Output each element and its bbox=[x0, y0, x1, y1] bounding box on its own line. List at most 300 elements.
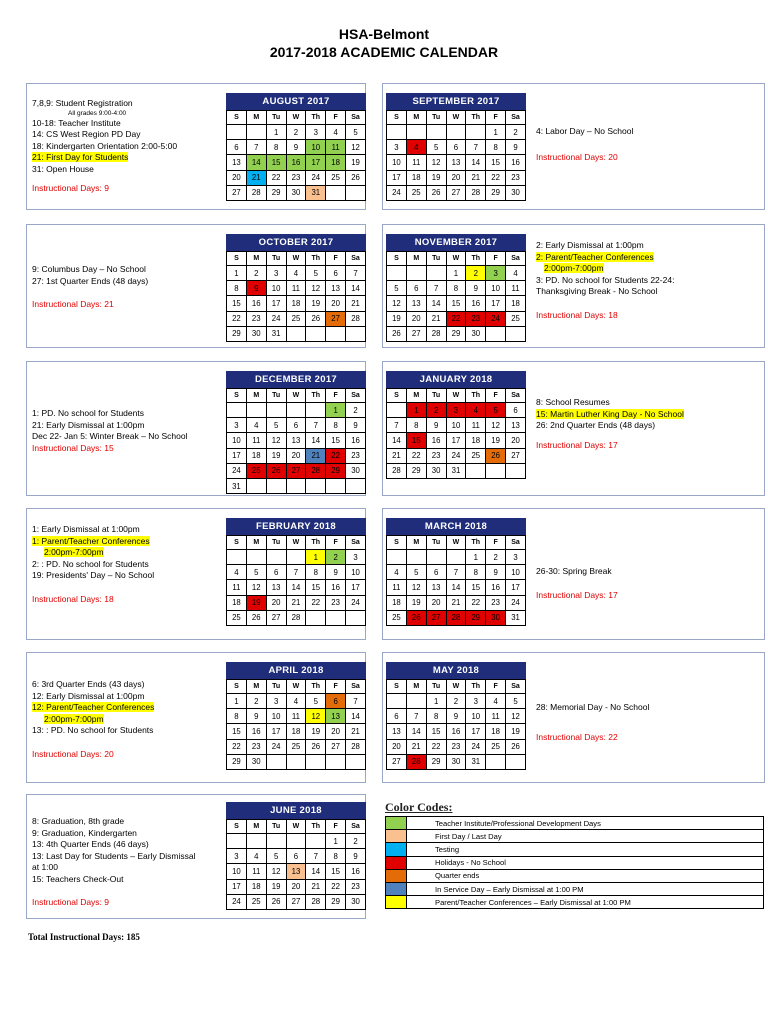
day-cell: 25 bbox=[387, 610, 407, 625]
weekday-header: M bbox=[246, 111, 266, 125]
empty-cell bbox=[227, 550, 247, 565]
day-cell: 23 bbox=[446, 739, 466, 754]
empty-cell bbox=[227, 834, 247, 849]
day-cell: 9 bbox=[286, 140, 306, 155]
calendar-may bbox=[386, 662, 526, 770]
day-cell: 20 bbox=[286, 448, 306, 463]
day-cell: 18 bbox=[387, 595, 407, 610]
day-cell: 13 bbox=[506, 418, 526, 433]
empty-cell bbox=[486, 754, 506, 769]
weekday-header: Sa bbox=[506, 389, 526, 403]
day-cell: 22 bbox=[406, 448, 426, 463]
day-cell: 8 bbox=[326, 849, 346, 864]
day-cell: 30 bbox=[286, 185, 306, 200]
legend-row bbox=[386, 896, 764, 909]
day-cell: 15 bbox=[306, 580, 326, 595]
weekday-header: Tu bbox=[426, 111, 446, 125]
day-cell: 25 bbox=[466, 448, 486, 463]
day-cell: 1 bbox=[426, 694, 446, 709]
day-cell: 25 bbox=[286, 311, 306, 326]
day-cell: 8 bbox=[266, 140, 286, 155]
weekday-header: Tu bbox=[266, 389, 286, 403]
empty-cell bbox=[306, 754, 326, 769]
day-cell: 3 bbox=[506, 550, 526, 565]
day-cell: 30 bbox=[246, 326, 266, 341]
day-cell: 28 bbox=[387, 463, 407, 478]
note-line: 27: 1st Quarter Ends (48 days) bbox=[32, 275, 149, 286]
day-cell: 13 bbox=[326, 281, 346, 296]
day-cell: 5 bbox=[486, 403, 506, 418]
day-cell: 19 bbox=[306, 296, 326, 311]
weekday-header: F bbox=[326, 252, 346, 266]
day-cell: 5 bbox=[266, 849, 286, 864]
day-cell: 8 bbox=[227, 709, 247, 724]
weekday-header: Sa bbox=[346, 820, 366, 834]
day-cell: 5 bbox=[426, 140, 446, 155]
day-cell: 7 bbox=[406, 709, 426, 724]
day-cell: 4 bbox=[326, 125, 346, 140]
day-cell: 16 bbox=[326, 580, 346, 595]
day-cell: 16 bbox=[426, 433, 446, 448]
day-cell: 3 bbox=[486, 266, 506, 281]
weekday-header: Th bbox=[466, 252, 486, 266]
day-cell: 9 bbox=[326, 565, 346, 580]
day-cell: 13 bbox=[266, 580, 286, 595]
weekday-header: S bbox=[227, 680, 247, 694]
note-line-highlight: 2:00pm-7:00pm bbox=[544, 263, 604, 273]
day-cell: 25 bbox=[286, 739, 306, 754]
day-cell: 8 bbox=[227, 281, 247, 296]
month-grid bbox=[386, 679, 526, 770]
day-cell: 24 bbox=[306, 170, 326, 185]
day-cell: 11 bbox=[506, 281, 526, 296]
weekday-header: Tu bbox=[426, 680, 446, 694]
day-cell: 2 bbox=[286, 125, 306, 140]
day-cell: 1 bbox=[227, 694, 247, 709]
day-cell: 27 bbox=[286, 894, 306, 909]
day-cell: 16 bbox=[486, 580, 506, 595]
day-cell: 5 bbox=[387, 281, 407, 296]
day-cell: 30 bbox=[426, 463, 446, 478]
day-cell: 20 bbox=[266, 595, 286, 610]
day-cell: 22 bbox=[227, 311, 247, 326]
weekday-header: W bbox=[446, 389, 466, 403]
day-cell: 17 bbox=[387, 170, 407, 185]
day-cell: 13 bbox=[286, 864, 306, 879]
day-cell: 3 bbox=[466, 694, 486, 709]
day-cell: 9 bbox=[466, 281, 486, 296]
day-cell: 12 bbox=[406, 580, 426, 595]
day-cell: 1 bbox=[306, 550, 326, 565]
note-line: 7,8,9: Student Registration bbox=[32, 98, 133, 108]
note-line: 9: Columbus Day – No School bbox=[32, 264, 146, 274]
empty-cell bbox=[246, 125, 266, 140]
day-cell: 27 bbox=[266, 610, 286, 625]
day-cell: 24 bbox=[446, 448, 466, 463]
day-cell: 17 bbox=[306, 155, 326, 170]
empty-cell bbox=[506, 754, 526, 769]
day-cell: 15 bbox=[466, 580, 486, 595]
empty-cell bbox=[486, 326, 506, 341]
weekday-header: M bbox=[406, 536, 426, 550]
day-cell: 22 bbox=[486, 170, 506, 185]
note-line-highlight: 15: Martin Luther King Day - No School bbox=[536, 408, 684, 419]
note-line: 13: Last Day for Students – Early Dismissal bbox=[32, 850, 196, 861]
day-cell: 27 bbox=[387, 754, 407, 769]
day-cell: 26 bbox=[266, 463, 286, 478]
weekday-header: F bbox=[486, 389, 506, 403]
legend-label: Teacher Institute/Professional Development Days bbox=[407, 817, 764, 830]
day-cell: 19 bbox=[266, 879, 286, 894]
empty-cell bbox=[306, 478, 326, 493]
day-cell: 22 bbox=[306, 595, 326, 610]
day-cell: 23 bbox=[506, 170, 526, 185]
day-cell: 21 bbox=[306, 879, 326, 894]
day-cell: 24 bbox=[506, 595, 526, 610]
day-cell: 25 bbox=[326, 170, 346, 185]
day-cell: 4 bbox=[246, 418, 266, 433]
note-line: 13: 4th Quarter Ends (46 days) bbox=[32, 839, 149, 849]
weekday-header: Sa bbox=[346, 111, 366, 125]
empty-cell bbox=[387, 266, 407, 281]
day-cell: 19 bbox=[306, 724, 326, 739]
note-line: 2: Early Dismissal at 1:00pm bbox=[536, 240, 644, 250]
empty-cell bbox=[286, 754, 306, 769]
day-cell: 18 bbox=[506, 296, 526, 311]
day-cell: 11 bbox=[486, 709, 506, 724]
weekday-header: Th bbox=[306, 536, 326, 550]
empty-cell bbox=[346, 610, 366, 625]
day-cell: 5 bbox=[246, 565, 266, 580]
weekday-header: M bbox=[246, 536, 266, 550]
day-cell: 10 bbox=[387, 155, 407, 170]
day-cell: 7 bbox=[306, 418, 326, 433]
weekday-header: F bbox=[326, 680, 346, 694]
day-cell: 10 bbox=[466, 709, 486, 724]
weekday-header: S bbox=[227, 389, 247, 403]
day-cell: 13 bbox=[227, 155, 247, 170]
empty-cell bbox=[246, 834, 266, 849]
note-line-highlight: 2:00pm-7:00pm bbox=[44, 713, 104, 724]
empty-cell bbox=[346, 478, 366, 493]
day-cell: 17 bbox=[227, 448, 247, 463]
notes-nov bbox=[536, 240, 674, 321]
day-cell: 6 bbox=[286, 418, 306, 433]
day-cell: 27 bbox=[426, 610, 446, 625]
legend-row bbox=[386, 843, 764, 856]
day-cell: 10 bbox=[346, 565, 366, 580]
month-grid bbox=[226, 535, 366, 626]
day-cell: 17 bbox=[486, 296, 506, 311]
day-cell: 16 bbox=[286, 155, 306, 170]
legend-label: Holidays - No School bbox=[407, 856, 764, 869]
weekday-header: Sa bbox=[346, 389, 366, 403]
day-cell: 3 bbox=[387, 140, 407, 155]
day-cell: 13 bbox=[387, 724, 407, 739]
empty-cell bbox=[246, 550, 266, 565]
day-cell: 6 bbox=[266, 565, 286, 580]
day-cell: 31 bbox=[506, 610, 526, 625]
instructional-days: Instructional Days: 17 bbox=[536, 589, 618, 600]
day-cell: 16 bbox=[506, 155, 526, 170]
day-cell: 24 bbox=[266, 311, 286, 326]
day-cell: 4 bbox=[387, 565, 407, 580]
empty-cell bbox=[227, 403, 247, 418]
day-cell: 12 bbox=[246, 580, 266, 595]
day-cell: 14 bbox=[406, 724, 426, 739]
empty-cell bbox=[506, 463, 526, 478]
day-cell: 5 bbox=[306, 694, 326, 709]
calendar-dec bbox=[226, 371, 366, 494]
day-cell: 1 bbox=[446, 266, 466, 281]
month-grid bbox=[226, 819, 366, 910]
empty-cell bbox=[346, 754, 366, 769]
day-cell: 12 bbox=[346, 140, 366, 155]
day-cell: 14 bbox=[387, 433, 407, 448]
day-cell: 6 bbox=[426, 565, 446, 580]
day-cell: 24 bbox=[387, 185, 407, 200]
day-cell: 15 bbox=[227, 296, 247, 311]
month-grid bbox=[386, 535, 526, 626]
day-cell: 31 bbox=[466, 754, 486, 769]
notes-apr bbox=[32, 679, 154, 760]
day-cell: 17 bbox=[266, 724, 286, 739]
day-cell: 12 bbox=[426, 155, 446, 170]
month-title: DECEMBER 2017 bbox=[226, 371, 366, 388]
note-line: 26: 2nd Quarter Ends (48 days) bbox=[536, 420, 656, 430]
day-cell: 27 bbox=[446, 185, 466, 200]
notes-aug bbox=[32, 98, 177, 195]
weekday-header: Tu bbox=[426, 536, 446, 550]
day-cell: 25 bbox=[227, 610, 247, 625]
day-cell: 3 bbox=[227, 849, 247, 864]
note-line-highlight: 1: Parent/Teacher Conferences bbox=[32, 535, 150, 546]
day-cell: 1 bbox=[326, 403, 346, 418]
day-cell: 3 bbox=[266, 266, 286, 281]
legend-swatch bbox=[386, 882, 407, 895]
weekday-header: W bbox=[446, 252, 466, 266]
day-cell: 11 bbox=[406, 155, 426, 170]
day-cell: 21 bbox=[306, 448, 326, 463]
day-cell: 30 bbox=[466, 326, 486, 341]
day-cell: 17 bbox=[227, 879, 247, 894]
day-cell: 15 bbox=[326, 433, 346, 448]
note-line: 18: Kindergarten Orientation 2:00-5:00 bbox=[32, 140, 178, 151]
empty-cell bbox=[466, 125, 486, 140]
day-cell: 13 bbox=[406, 296, 426, 311]
weekday-header: M bbox=[246, 389, 266, 403]
color-legend bbox=[385, 800, 765, 909]
legend-row bbox=[386, 817, 764, 830]
day-cell: 26 bbox=[506, 739, 526, 754]
day-cell: 29 bbox=[326, 894, 346, 909]
day-cell: 12 bbox=[306, 709, 326, 724]
weekday-header: Th bbox=[466, 111, 486, 125]
weekday-header: Th bbox=[306, 111, 326, 125]
empty-cell bbox=[286, 834, 306, 849]
weekday-header: W bbox=[446, 536, 466, 550]
day-cell: 29 bbox=[266, 185, 286, 200]
day-cell: 1 bbox=[227, 266, 247, 281]
day-cell: 12 bbox=[266, 433, 286, 448]
weekday-header: Tu bbox=[426, 252, 446, 266]
day-cell: 29 bbox=[426, 754, 446, 769]
day-cell: 24 bbox=[227, 894, 247, 909]
day-cell: 15 bbox=[266, 155, 286, 170]
day-cell: 4 bbox=[286, 694, 306, 709]
calendar-nov bbox=[386, 234, 526, 342]
day-cell: 18 bbox=[246, 448, 266, 463]
day-cell: 19 bbox=[506, 724, 526, 739]
legend-swatch bbox=[386, 856, 407, 869]
empty-cell bbox=[227, 125, 247, 140]
day-cell: 7 bbox=[387, 418, 407, 433]
day-cell: 16 bbox=[466, 296, 486, 311]
day-cell: 5 bbox=[306, 266, 326, 281]
day-cell: 18 bbox=[486, 724, 506, 739]
empty-cell bbox=[346, 185, 366, 200]
day-cell: 22 bbox=[426, 739, 446, 754]
day-cell: 9 bbox=[486, 565, 506, 580]
note-line: 14: CS West Region PD Day bbox=[32, 129, 141, 139]
day-cell: 22 bbox=[326, 448, 346, 463]
instructional-days: Instructional Days: 20 bbox=[32, 748, 114, 759]
legend-row bbox=[386, 830, 764, 843]
note-line: 6: 3rd Quarter Ends (43 days) bbox=[32, 679, 145, 689]
day-cell: 23 bbox=[426, 448, 446, 463]
day-cell: 5 bbox=[506, 694, 526, 709]
empty-cell bbox=[387, 125, 407, 140]
legend-title: Color Codes: bbox=[385, 800, 453, 814]
day-cell: 2 bbox=[426, 403, 446, 418]
weekday-header: S bbox=[227, 252, 247, 266]
day-cell: 23 bbox=[326, 595, 346, 610]
day-cell: 8 bbox=[446, 281, 466, 296]
legend-label: In Service Day – Early Dismissal at 1:00 PM bbox=[407, 882, 764, 895]
day-cell: 22 bbox=[266, 170, 286, 185]
day-cell: 17 bbox=[506, 580, 526, 595]
weekday-header: Tu bbox=[266, 680, 286, 694]
day-cell: 26 bbox=[306, 311, 326, 326]
day-cell: 20 bbox=[506, 433, 526, 448]
weekday-header: W bbox=[446, 111, 466, 125]
note-line: 2: : PD. No school for Students bbox=[32, 558, 149, 569]
month-grid bbox=[226, 388, 366, 494]
day-cell: 14 bbox=[306, 864, 326, 879]
calendar-mar bbox=[386, 518, 526, 626]
day-cell: 24 bbox=[227, 463, 247, 478]
empty-cell bbox=[266, 550, 286, 565]
month-grid bbox=[226, 251, 366, 342]
weekday-header: F bbox=[326, 820, 346, 834]
day-cell: 21 bbox=[466, 170, 486, 185]
day-cell: 8 bbox=[406, 418, 426, 433]
day-cell: 7 bbox=[346, 266, 366, 281]
day-cell: 16 bbox=[346, 864, 366, 879]
month-title: JANUARY 2018 bbox=[386, 371, 526, 388]
day-cell: 6 bbox=[286, 849, 306, 864]
empty-cell bbox=[466, 463, 486, 478]
day-cell: 21 bbox=[286, 595, 306, 610]
legend-swatch bbox=[386, 817, 407, 830]
day-cell: 2 bbox=[246, 694, 266, 709]
empty-cell bbox=[326, 610, 346, 625]
day-cell: 29 bbox=[326, 463, 346, 478]
day-cell: 10 bbox=[227, 433, 247, 448]
day-cell: 12 bbox=[387, 296, 407, 311]
day-cell: 10 bbox=[446, 418, 466, 433]
day-cell: 21 bbox=[446, 595, 466, 610]
day-cell: 23 bbox=[246, 311, 266, 326]
day-cell: 13 bbox=[426, 580, 446, 595]
weekday-header: S bbox=[387, 536, 407, 550]
day-cell: 17 bbox=[346, 580, 366, 595]
empty-cell bbox=[406, 550, 426, 565]
note-line: 8: Graduation, 8th grade bbox=[32, 816, 125, 826]
day-cell: 6 bbox=[326, 266, 346, 281]
weekday-header: Sa bbox=[346, 536, 366, 550]
weekday-header: F bbox=[326, 536, 346, 550]
day-cell: 28 bbox=[306, 463, 326, 478]
weekday-header: W bbox=[286, 820, 306, 834]
day-cell: 25 bbox=[486, 739, 506, 754]
day-cell: 27 bbox=[227, 185, 247, 200]
day-cell: 12 bbox=[266, 864, 286, 879]
empty-cell bbox=[406, 694, 426, 709]
day-cell: 16 bbox=[246, 296, 266, 311]
day-cell: 14 bbox=[306, 433, 326, 448]
weekday-header: M bbox=[406, 252, 426, 266]
day-cell: 23 bbox=[286, 170, 306, 185]
day-cell: 18 bbox=[406, 170, 426, 185]
note-line-highlight: 21: First Day for Students bbox=[32, 152, 129, 162]
weekday-header: Sa bbox=[506, 536, 526, 550]
legend-swatch bbox=[386, 843, 407, 856]
empty-cell bbox=[266, 834, 286, 849]
weekday-header: W bbox=[286, 389, 306, 403]
day-cell: 11 bbox=[466, 418, 486, 433]
empty-cell bbox=[306, 326, 326, 341]
empty-cell bbox=[246, 403, 266, 418]
total-instructional-days: Total Instructional Days: 185 bbox=[28, 932, 140, 942]
day-cell: 22 bbox=[446, 311, 466, 326]
day-cell: 10 bbox=[306, 140, 326, 155]
weekday-header: F bbox=[326, 111, 346, 125]
day-cell: 10 bbox=[486, 281, 506, 296]
note-line: 28: Memorial Day - No School bbox=[536, 702, 650, 712]
day-cell: 31 bbox=[306, 185, 326, 200]
day-cell: 15 bbox=[326, 864, 346, 879]
empty-cell bbox=[326, 326, 346, 341]
day-cell: 8 bbox=[486, 140, 506, 155]
note-line: 13: : PD. No school for Students bbox=[32, 725, 154, 735]
day-cell: 19 bbox=[246, 595, 266, 610]
weekday-header: W bbox=[286, 252, 306, 266]
day-cell: 22 bbox=[326, 879, 346, 894]
day-cell: 9 bbox=[246, 281, 266, 296]
day-cell: 2 bbox=[246, 266, 266, 281]
month-title: AUGUST 2017 bbox=[226, 93, 366, 110]
notes-oct bbox=[32, 264, 148, 311]
weekday-header: Sa bbox=[506, 252, 526, 266]
day-cell: 9 bbox=[446, 709, 466, 724]
day-cell: 11 bbox=[246, 864, 266, 879]
day-cell: 18 bbox=[466, 433, 486, 448]
weekday-header: Tu bbox=[266, 536, 286, 550]
day-cell: 21 bbox=[426, 311, 446, 326]
day-cell: 18 bbox=[326, 155, 346, 170]
day-cell: 13 bbox=[286, 433, 306, 448]
